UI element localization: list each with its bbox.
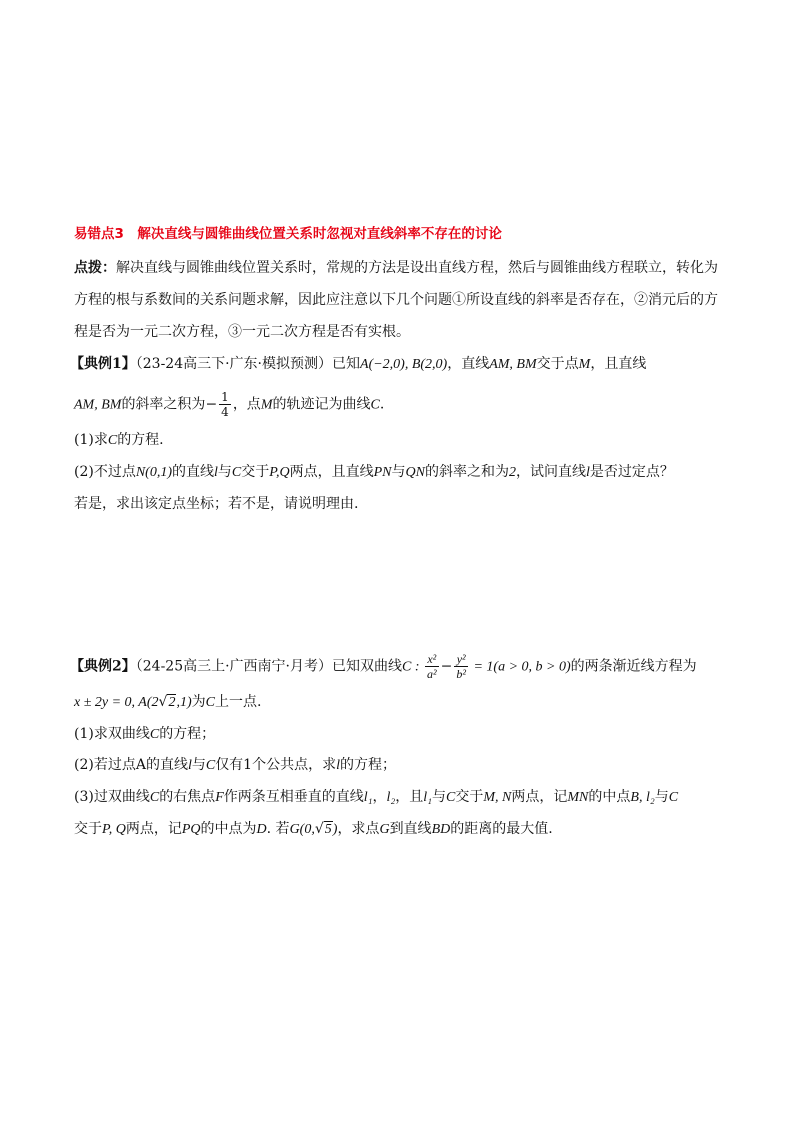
q-text: 仅有1个公共点，求: [215, 757, 337, 773]
example2-q3: [74, 787, 678, 808]
q-text: 与: [391, 464, 406, 480]
example2-line-2: x ± 2y = 0, A(2√2,1)为C上一点.: [74, 694, 262, 710]
math-text: :: [411, 659, 424, 675]
example2-source: （24-25高三上·广西南宁·月考）已知双曲线: [135, 658, 403, 675]
example1-text: ，直线: [447, 356, 490, 372]
example1-text: ，且直线: [590, 356, 647, 372]
q-text: (2)若过点A的直线: [74, 757, 188, 773]
example1-point-m: M: [260, 397, 273, 413]
q-text: ，求点: [337, 821, 380, 837]
tip-line-3: 程是否为一元二次方程，③一元二次方程是否有实根。: [74, 324, 410, 340]
q-symbol: ): [332, 822, 338, 837]
q-text: 到直线: [389, 821, 432, 837]
q-text: 交于: [455, 789, 484, 805]
q-text: 的方程；: [340, 757, 396, 773]
example2-label: 【典例2】: [70, 658, 136, 675]
fraction-numerator: x²: [425, 652, 439, 667]
example1-q1: [74, 430, 164, 451]
q-symbol: C: [668, 790, 679, 805]
example1-neg: −: [205, 396, 218, 413]
example1-line-1: [70, 354, 646, 375]
q-symbol: l: [336, 758, 340, 773]
example1-line-2: [74, 390, 384, 419]
example2-line-1: [70, 652, 697, 681]
q-symbol: l: [585, 465, 590, 480]
tip-line-2: 方程的根与系数间的关系问题求解，因此应注意以下几个问题①所设直线的斜率是否存在，②消元后的方: [74, 292, 718, 308]
example1-points: A(−2,0), B(2,0): [360, 357, 448, 372]
q-text: . 若: [266, 821, 290, 837]
example1-point-m: M: [578, 357, 591, 372]
example1-lines: AM, BM: [74, 397, 122, 413]
example1-text: 的轨迹记为曲线: [272, 396, 371, 413]
fraction-y2-b2: [454, 652, 468, 681]
q-symbol: C: [205, 758, 216, 773]
q-symbol: 2: [508, 465, 516, 480]
q-text: ，试问直线: [515, 464, 586, 480]
q-symbol: F: [215, 790, 224, 805]
q-text: 两点，记: [511, 789, 568, 805]
example1-q2-line-2: 若是，求出该定点坐标；若不是，请说明理由.: [74, 496, 359, 512]
q-symbol: l₁: [363, 790, 373, 805]
fraction-denominator: a²: [427, 667, 437, 681]
q-text: 的中点: [588, 789, 631, 805]
example1-curve-c: C: [370, 397, 380, 413]
q-symbol: D: [256, 822, 267, 837]
example1-lines: AM, BM: [489, 357, 537, 372]
example1-text: 的斜率之积为: [121, 396, 206, 413]
fraction-denominator: 4: [221, 405, 229, 419]
q-text: (3)过双曲线: [74, 789, 150, 805]
q-symbol: l₁: [423, 790, 433, 805]
q-text: 的右焦点: [159, 789, 216, 805]
q-text: 的斜率之和为: [424, 464, 509, 480]
math-text: −: [440, 658, 453, 675]
q-symbol: G: [379, 822, 390, 837]
q-symbol: MN: [567, 790, 589, 805]
q-symbol: C: [149, 727, 160, 742]
q-symbol: G(0,: [289, 822, 315, 837]
math-text: ,1): [176, 695, 192, 710]
example2-text: 为: [191, 694, 206, 710]
example1-text: .: [379, 396, 385, 413]
q-symbol: M, N: [483, 790, 512, 805]
example2-q2: [74, 755, 396, 776]
q-symbol: C: [149, 790, 160, 805]
q-symbol: C: [205, 695, 215, 710]
q-text: 的直线: [172, 464, 215, 480]
q-symbol: C: [446, 790, 456, 805]
example2-text: 的两条渐近线方程为: [570, 658, 697, 675]
fraction-numerator: y²: [454, 652, 468, 667]
fraction-x2-a2: [425, 652, 439, 681]
example2-q1: [74, 724, 215, 745]
q-text: 的方程；: [159, 726, 216, 742]
q-symbol: l: [214, 465, 218, 480]
math-text: x ± 2y = 0, A(2: [74, 695, 159, 710]
q-text: 两点，且直线: [289, 464, 374, 480]
q-text: 与: [191, 757, 206, 773]
section-title: 易错点3 解决直线与圆锥曲线位置关系时忽视对直线斜率不存在的讨论: [74, 226, 502, 242]
q-text: 的中点为: [200, 821, 257, 837]
q-text: 与: [432, 789, 447, 805]
q-symbol: PN: [373, 465, 392, 480]
q-text: ，且: [395, 789, 424, 805]
q-text: (2)不过点: [74, 464, 136, 480]
q-symbol: B, l₂: [630, 790, 655, 805]
q-text: 的距离的最大值.: [450, 821, 553, 837]
fraction-numerator: 1: [221, 390, 229, 404]
q-symbol: C: [231, 465, 242, 480]
tip-label: 点拨：: [74, 260, 116, 276]
q-text: 作两条互相垂直的直线: [223, 789, 364, 805]
fraction-denominator: b²: [456, 667, 466, 681]
q-symbol: QN: [405, 465, 425, 480]
sqrt-value: 5: [324, 822, 332, 837]
example2-q3-line-2: 交于P, Q两点，记PQ的中点为D. 若G(0,√5)，求点G到直线BD的距离的最大值.: [74, 821, 553, 837]
tip-line-1: [74, 258, 718, 278]
q-text: 交于: [241, 464, 270, 480]
q-symbol: C: [107, 433, 118, 448]
example1-fraction: [219, 390, 231, 419]
q-symbol: l₂: [386, 790, 396, 805]
example2-curve-c: C: [402, 659, 412, 675]
q-symbol: P,Q: [269, 465, 290, 480]
q-symbol: BD: [431, 822, 451, 837]
q-text: 交于: [74, 821, 102, 837]
q-symbol: N(0,1): [135, 465, 173, 480]
q-text: 与: [654, 789, 669, 805]
example1-text: 交于点: [536, 356, 579, 372]
q-text: 与: [217, 464, 232, 480]
q-symbol: l: [187, 758, 192, 773]
q-text: 是否过定点？: [589, 464, 674, 480]
q-text: ，: [372, 789, 387, 805]
q-symbol: P, Q: [102, 822, 126, 837]
example1-source: （23-24高三下·广东·模拟预测）已知: [135, 356, 361, 372]
q-text: (1)求: [74, 432, 108, 448]
q-symbol: PQ: [181, 822, 201, 837]
example1-label: 【典例1】: [70, 356, 136, 372]
q-text: (1)求双曲线: [74, 726, 150, 742]
tip-text-1: 解决直线与圆锥曲线位置关系时，常规的方法是设出直线方程，然后与圆锥曲线方程联立，转化为: [116, 260, 718, 276]
example1-text: ，点: [232, 396, 261, 413]
q-text: 两点，记: [125, 821, 182, 837]
sqrt-value: 2: [168, 695, 176, 710]
example2-text: 上一点.: [214, 694, 262, 710]
example1-q2: [74, 462, 674, 483]
math-text: = 1(a > 0, b > 0): [469, 659, 571, 675]
q-text: 的方程.: [117, 432, 164, 448]
